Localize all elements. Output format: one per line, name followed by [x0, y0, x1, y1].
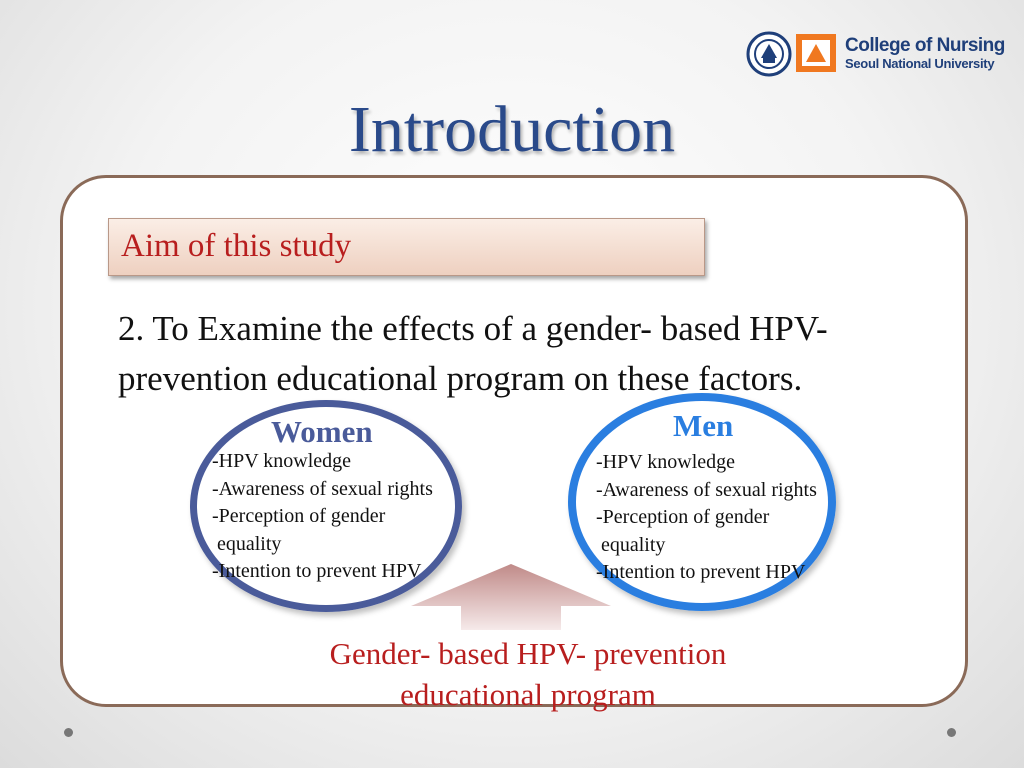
list-item: -Intention to prevent HPV — [212, 560, 422, 582]
list-item: -Perception of gender — [596, 506, 770, 528]
logo-text — [845, 36, 1005, 72]
list-item: -Awareness of sexual rights — [596, 478, 817, 501]
aim-heading-box — [108, 218, 705, 276]
aim-description-line-1: 2. To Examine the effects of a gender- based HPV- — [118, 309, 828, 348]
list-item: -HPV knowledge — [212, 450, 352, 472]
women-heading: Women — [271, 414, 373, 449]
aim-heading: Aim of this study — [121, 228, 352, 264]
corner-dot-right — [947, 728, 956, 737]
women-factor-list — [212, 448, 433, 586]
men-factor-list — [596, 449, 817, 587]
list-item: -HPV knowledge — [596, 451, 736, 473]
list-item: equality — [212, 532, 282, 555]
list-item: equality — [596, 533, 666, 556]
list-item: -Intention to prevent HPV — [596, 561, 806, 583]
logo-line-university: Seoul National University — [845, 56, 995, 71]
program-label — [0, 633, 1024, 715]
list-item: -Perception of gender — [212, 505, 386, 527]
aim-description-line-2: prevention educational program on these factors. — [118, 359, 803, 398]
corner-dot-left — [64, 728, 73, 737]
aim-description — [118, 304, 958, 404]
program-label-line-2: educational program — [400, 677, 656, 712]
program-label-line-1: Gender- based HPV- prevention — [329, 636, 727, 671]
college-logo — [745, 30, 1010, 80]
men-heading: Men — [673, 408, 734, 443]
logo-line-college: College of Nursing — [845, 35, 1005, 56]
slide-title: Introduction — [348, 93, 676, 166]
nursing-emblem-icon — [796, 34, 840, 74]
list-item: -Awareness of sexual rights — [212, 477, 433, 500]
